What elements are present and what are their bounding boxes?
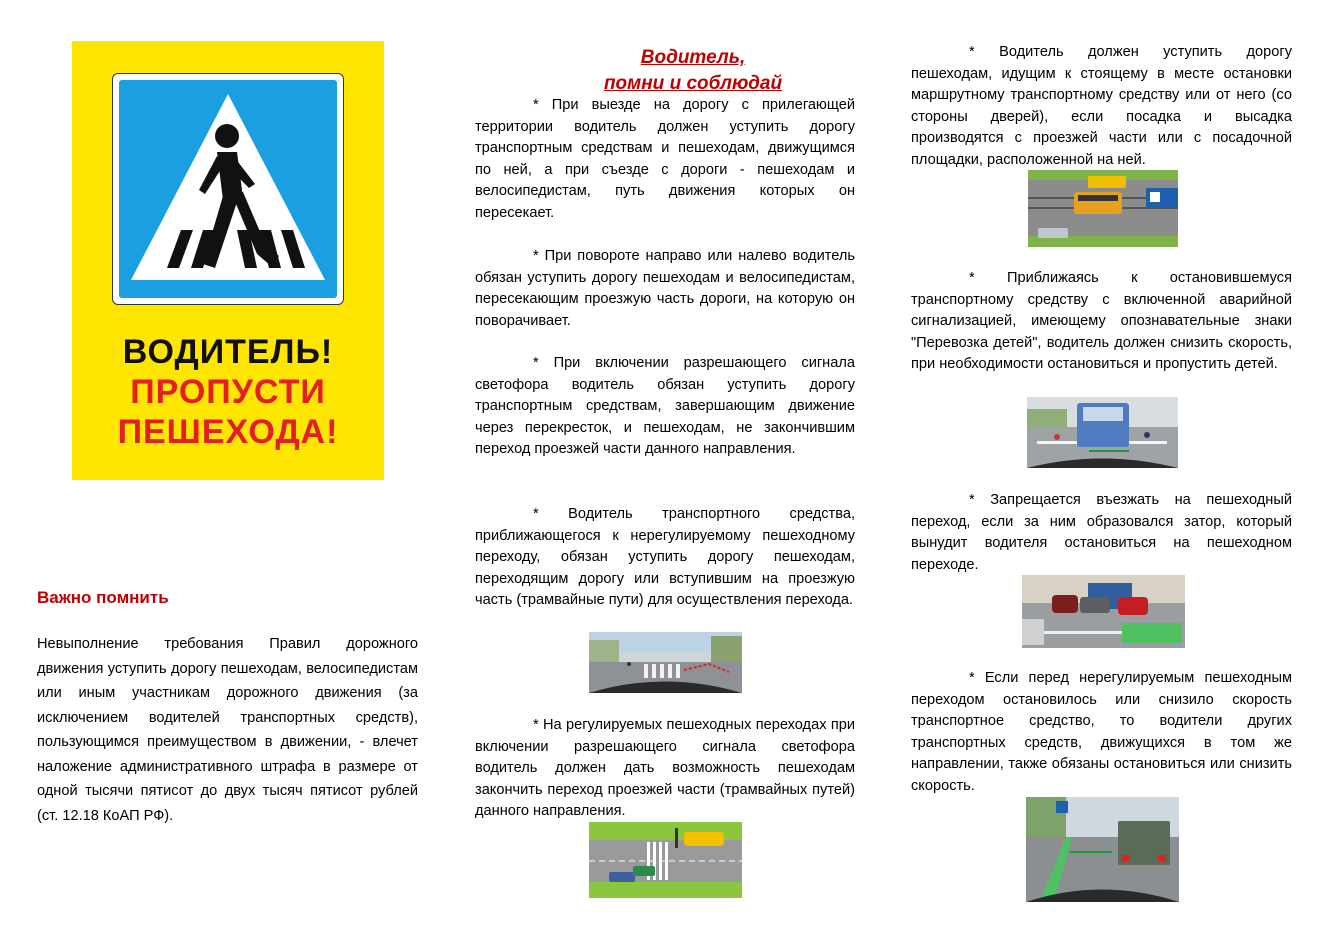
stopped-truck-crossing-image xyxy=(1026,797,1179,902)
middle-paragraph-1-text: * При выезде на дорогу с прилегающей территории водитель должен уступить дорогу транспортным средствам и пешеходам, движущимся по ней, а при съезде с дороги - пешеходам и велосипедистам, путь движения которых он пересекает. xyxy=(475,97,855,221)
regulated-crossing-image xyxy=(589,822,742,898)
middle-paragraph-4-text: * Водитель транспортного средства, приближающегося к нерегулируемому пешеходному переходу, обязан уступить дорогу пешеходам, переходящим дорогу или вступившим на проезжую часть (трамвайные пути) для осуществления перехода. xyxy=(475,506,855,609)
right-paragraph-2-text: * Приближаясь к остановившемуся транспортному средству с включенной аварийной сигнализацией, имеющему опознавательные знаки "Перевозка детей", водитель должен снизить скорость, при необходимости остановиться и пропустить детей. xyxy=(911,270,1292,373)
important-heading: Важно помнить xyxy=(37,588,169,607)
poster-line-3: ПЕШЕХОДА! xyxy=(117,413,339,451)
right-paragraph-2 xyxy=(911,268,1292,376)
pedestrian-crossing-sign-icon xyxy=(119,80,337,298)
poster-line-1: ВОДИТЕЛЬ! xyxy=(122,333,334,371)
right-paragraph-3-text: * Запрещается въезжать на пешеходный переход, если за ним образовался затор, который вынудит водителя остановиться на пешеходном переходе. xyxy=(911,492,1292,573)
fine-paragraph: Невыполнение требования Правил дорожного движения уступить дорогу пешеходам, велосипедистам или иным участникам дорожного движения (за исключением водителей транспортных средств), пользующимся преимуществом в движении, - влечет наложение административного штрафа в размере от одной тысячи пятисот до двух тысяч пятисот рублей (ст. 12.18 КоАП РФ). xyxy=(37,636,418,824)
middle-paragraph-1 xyxy=(475,95,855,225)
tram-stop-image xyxy=(1028,170,1178,247)
middle-paragraph-2 xyxy=(475,246,855,332)
children-bus-image xyxy=(1027,397,1178,468)
middle-paragraph-5-text: * На регулируемых пешеходных переходах при включении разрешающего сигнала светофора водитель должен дать возможность пешеходам закончить переход проезжей части (трамвайных путей) данного направления. xyxy=(475,717,855,820)
poster-line-2: ПРОПУСТИ xyxy=(130,373,326,411)
middle-paragraph-2-text: * При повороте направо или налево водитель обязан уступить дорогу пешеходам и велосипедистам, пересекающим проезжую часть дороги, на которую он поворачивает. xyxy=(475,248,855,329)
right-paragraph-4-text: * Если перед нерегулируемым пешеходным переходом остановилось или снизило скорость транспортное средство, то водители других транспортных средств, движущихся в том же направлении, также обязаны остановиться или снизить скорость. xyxy=(911,670,1292,794)
right-paragraph-3 xyxy=(911,490,1292,576)
middle-paragraph-5 xyxy=(475,715,855,823)
poster xyxy=(72,41,384,480)
right-paragraph-1 xyxy=(911,42,1292,172)
middle-paragraph-3-text: * При включении разрешающего сигнала светофора водитель обязан уступить дорогу транспортным средствам, завершающим движение через перекресток, и пешеходам, не закончившим переход проезжей части данного направления. xyxy=(475,355,855,458)
unregulated-crossing-image xyxy=(589,632,742,693)
middle-paragraph-4 xyxy=(475,504,855,612)
right-paragraph-4 xyxy=(911,668,1292,798)
right-paragraph-1-text: * Водитель должен уступить дорогу пешеходам, идущим к стоящему в месте остановки маршрутному транспортному средству или от него (со стороны дверей), если посадка и высадка производятся с проезжей части или с посадочной площадки, расположенной на ней. xyxy=(911,44,1292,168)
title-line-1: Водитель, xyxy=(640,47,746,68)
traffic-jam-crossing-image xyxy=(1022,575,1185,648)
title-line-2: помни и соблюдай xyxy=(603,73,783,94)
middle-paragraph-3 xyxy=(475,353,855,461)
